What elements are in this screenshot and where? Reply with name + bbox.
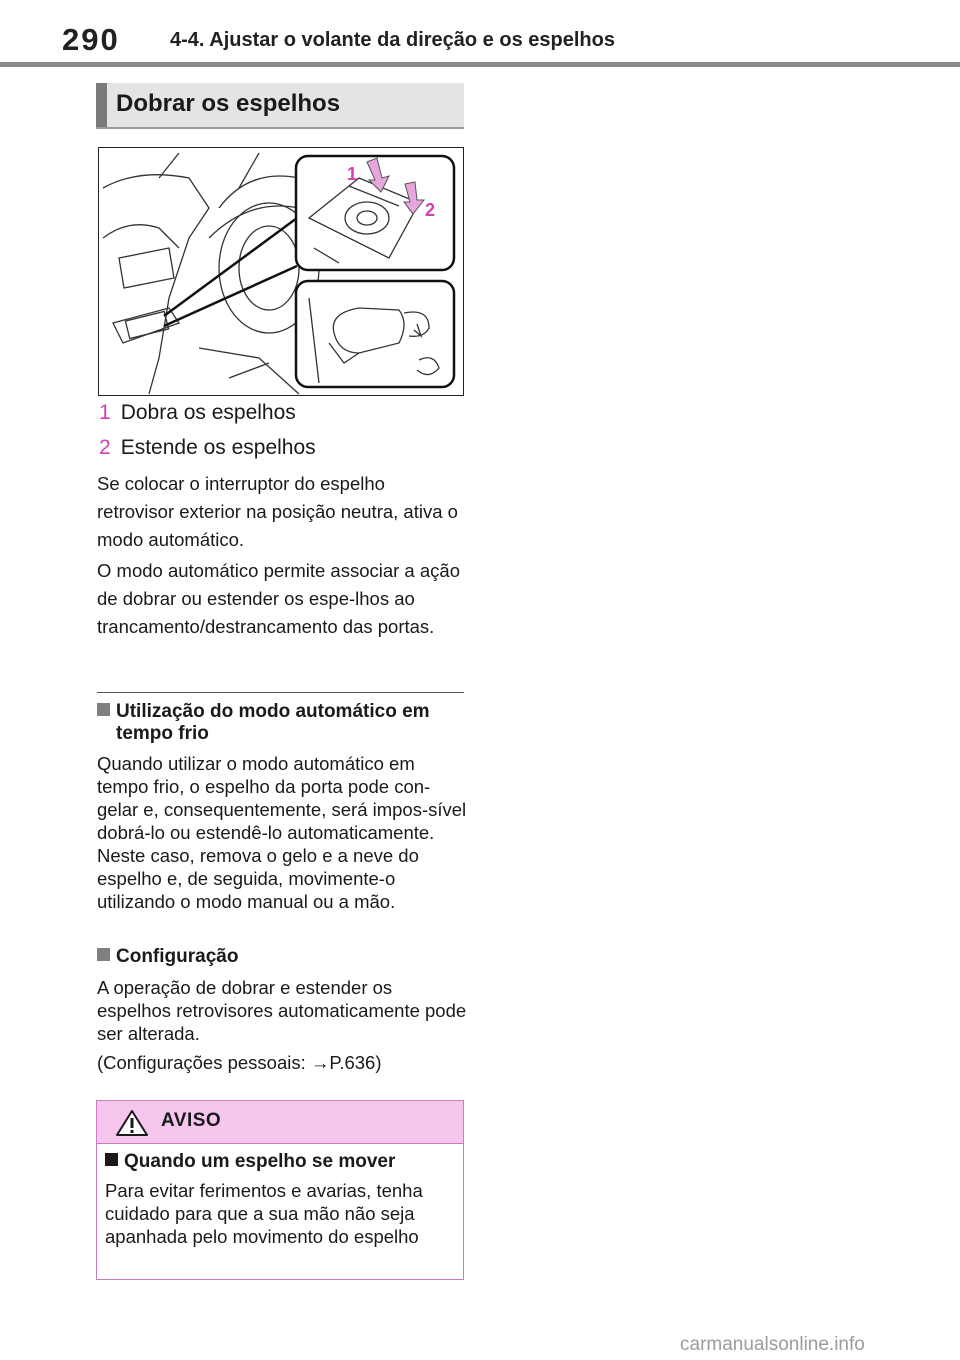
chapter-title: 4-4. Ajustar o volante da direção e os espelhos xyxy=(170,29,615,51)
warning-triangle-icon xyxy=(115,1109,149,1137)
watermark: carmanualsonline.info xyxy=(680,1334,865,1355)
warning-title: AVISO xyxy=(161,1110,222,1131)
configuration-text: A operação de dobrar e estender os espelhos retrovisores automaticamente pode ser alterada. xyxy=(97,977,467,1044)
warning-header xyxy=(97,1101,463,1144)
cold-weather-text: Quando utilizar o modo automático em tempo frio, o espelho da porta pode con-gelar e, consequentemente, será impos-sível dobrá-lo ou estendê-lo automaticamente. Neste caso, remova o gelo e a neve do espelho e, de seguida, movimente-o utilizando o modo manual ou a mão. xyxy=(97,753,467,912)
step-number: 2 xyxy=(99,436,111,459)
step-2 xyxy=(99,436,316,460)
page-header xyxy=(0,0,960,68)
section-accent xyxy=(96,83,107,127)
step-1 xyxy=(99,401,296,425)
paragraph-neutral-position: Se colocar o interruptor do espelho retrovisor exterior na posição neutra, ativa o modo automático. xyxy=(97,473,458,550)
warning-box xyxy=(96,1100,464,1280)
warning-text: Para evitar ferimentos e avarias, tenha cuidado para que a sua mão não seja apanhada pelo movimento do espelho xyxy=(105,1180,423,1247)
section-title-bar xyxy=(96,83,464,129)
page-number: 290 xyxy=(62,22,120,57)
section-divider xyxy=(97,692,464,693)
configuration-ref-link[interactable]: (Configurações pessoais: →P.636) xyxy=(97,1052,382,1073)
bullet-square xyxy=(97,703,110,716)
header-rule xyxy=(0,62,960,67)
configuration-heading: Configuração xyxy=(97,946,467,968)
cold-weather-heading: Utilização do modo automático em tempo frio xyxy=(97,701,467,745)
mirror-illustration-svg xyxy=(99,148,463,395)
callout-2: 2 xyxy=(425,200,436,220)
bullet-square xyxy=(105,1153,118,1166)
warning-subheading: Quando um espelho se mover xyxy=(105,1151,395,1173)
step-number: 1 xyxy=(99,401,111,424)
mirror-illustration xyxy=(98,147,464,396)
step-text: Estende os espelhos xyxy=(120,436,316,459)
step-text: Dobra os espelhos xyxy=(120,401,296,424)
paragraph-auto-mode: O modo automático permite associar a ação de dobrar ou estender os espe-lhos ao trancamento/destrancamento das portas. xyxy=(97,560,460,637)
section-title: Dobrar os espelhos xyxy=(116,90,341,117)
callout-1: 1 xyxy=(347,164,358,184)
bullet-square xyxy=(97,948,110,961)
